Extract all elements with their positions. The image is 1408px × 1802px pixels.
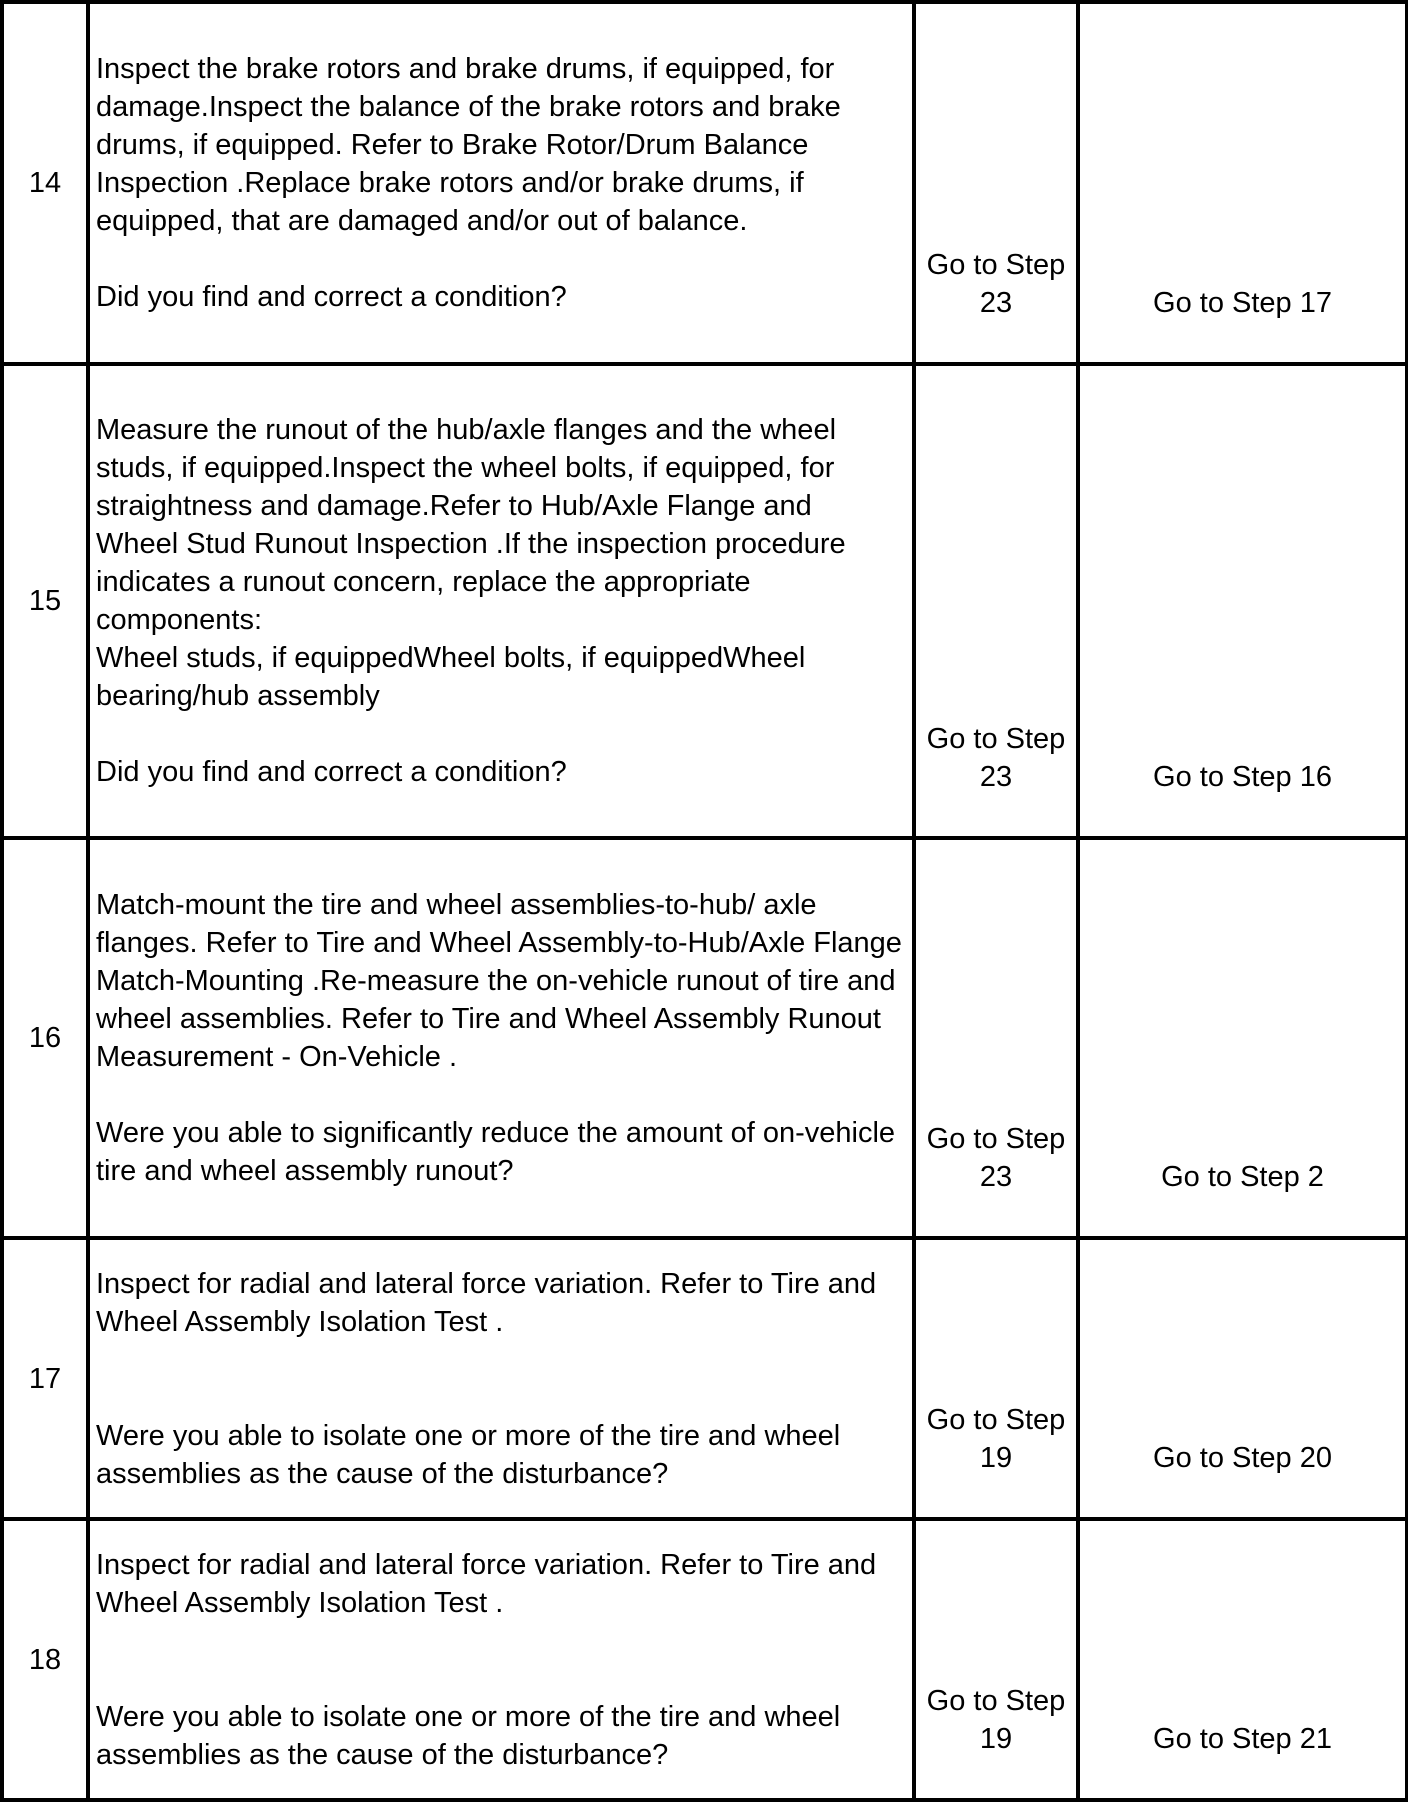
step-number: 16: [2, 838, 88, 1238]
step-no-result: Go to Step 2: [1078, 838, 1407, 1238]
step-instruction: Inspect for radial and lateral force variation. Refer to Tire and Wheel Assembly Isolation Test .: [96, 1267, 877, 1338]
step-action: [88, 1238, 914, 1519]
step-component-list: Wheel studs, if equippedWheel bolts, if equippedWheel bearing/hub assembly: [96, 642, 806, 712]
step-question: Were you able to isolate one or more of the tire and wheel assemblies as the cause of the disturbance?: [96, 1700, 841, 1771]
table-row: [2, 364, 1407, 838]
step-question: Were you able to significantly reduce the amount of on-vehicle tire and wheel assembly runout?: [96, 1117, 896, 1187]
table-row: [2, 2, 1407, 364]
step-instruction: Measure the runout of the hub/axle flanges and the wheel studs, if equipped.Inspect the wheel bolts, if equipped, for straightness and damage.Refer to Hub/Axle Flange and Wheel Stud Runout Inspection .If the inspection procedure indicates a runout concern, replace the appropriate components:: [96, 414, 846, 636]
step-number: 18: [2, 1519, 88, 1800]
step-number: 17: [2, 1238, 88, 1519]
table-row: [2, 838, 1407, 1238]
step-instruction: Inspect for radial and lateral force variation. Refer to Tire and Wheel Assembly Isolation Test .: [96, 1548, 877, 1619]
step-instruction: Inspect the brake rotors and brake drums, if equipped, for damage.Inspect the balance of the brake rotors and brake drums, if equipped. Refer to Brake Rotor/Drum Balance Inspection .Replace brake rotors and/or brake drums, if equipped, that are damaged and/or out of balance.: [96, 53, 841, 237]
step-action: [88, 1519, 914, 1800]
table-row: [2, 1519, 1407, 1800]
step-yes-result: Go to Step 19: [914, 1519, 1078, 1800]
step-yes-result: Go to Step 19: [914, 1238, 1078, 1519]
step-number: 14: [2, 2, 88, 364]
step-instruction: Match-mount the tire and wheel assemblies-to-hub/ axle flanges. Refer to Tire and Wheel Assembly-to-Hub/Axle Flange Match-Mounting .Re-measure the on-vehicle runout of tire and wheel assemblies. Refer to Tire and Wheel Assembly Runout Measurement - On-Vehicle .: [96, 889, 902, 1073]
step-no-result: Go to Step 20: [1078, 1238, 1407, 1519]
step-yes-result: Go to Step 23: [914, 2, 1078, 364]
step-action: [88, 2, 914, 364]
step-question: Did you find and correct a condition?: [96, 756, 567, 788]
step-no-result: Go to Step 21: [1078, 1519, 1407, 1800]
step-no-result: Go to Step 16: [1078, 364, 1407, 838]
step-yes-result: Go to Step 23: [914, 838, 1078, 1238]
step-yes-result: Go to Step 23: [914, 364, 1078, 838]
step-action: [88, 364, 914, 838]
step-action: [88, 838, 914, 1238]
step-question: Did you find and correct a condition?: [96, 281, 567, 313]
step-no-result: Go to Step 17: [1078, 2, 1407, 364]
step-question: Were you able to isolate one or more of the tire and wheel assemblies as the cause of the disturbance?: [96, 1419, 841, 1490]
table-row: [2, 1238, 1407, 1519]
step-number: 15: [2, 364, 88, 838]
